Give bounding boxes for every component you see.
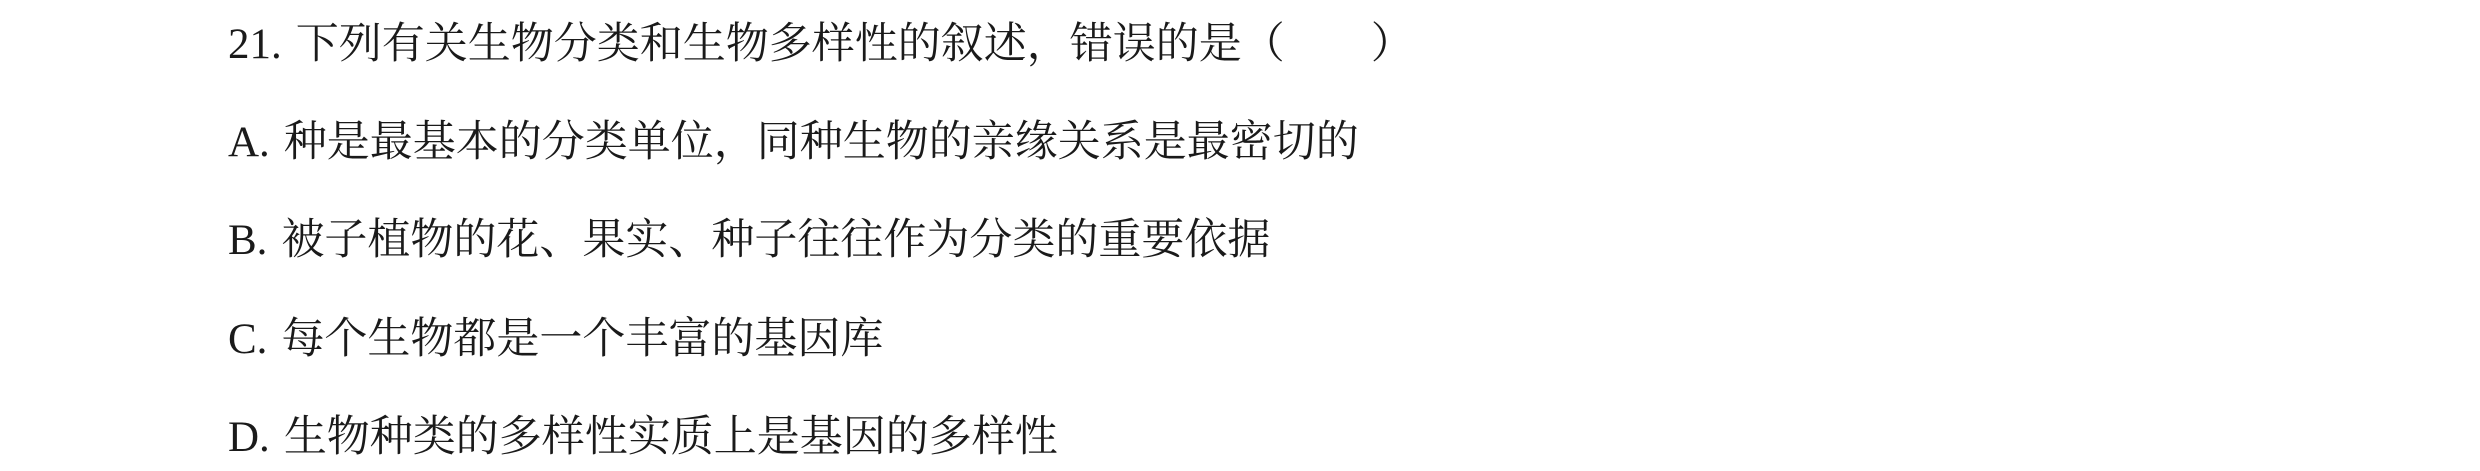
question-number: 21. [228, 21, 282, 68]
option-c [228, 309, 883, 370]
question-stem: 下列有关生物分类和生物多样性的叙述，错误的是 [295, 19, 1242, 69]
option-a [228, 112, 1359, 173]
option-b-letter: B. [228, 217, 268, 264]
option-d-text: 生物种类的多样性实质上是基因的多样性 [283, 412, 1058, 462]
option-a-letter: A. [228, 119, 270, 166]
option-c-text: 每个生物都是一个丰富的基因库 [281, 314, 884, 364]
option-b [228, 210, 1270, 271]
option-d [228, 407, 1058, 468]
option-b-text: 被子植物的花、果实、种子往往作为分类的重要依据 [281, 215, 1271, 265]
answer-paren-close: ） [1370, 19, 1414, 69]
answer-paren-open: （ [1241, 19, 1285, 69]
question-stem-line [228, 14, 1414, 75]
option-c-letter: C. [228, 316, 268, 363]
option-a-text: 种是最基本的分类单位，同种生物的亲缘关系是最密切的 [283, 117, 1359, 167]
option-d-letter: D. [228, 414, 270, 461]
